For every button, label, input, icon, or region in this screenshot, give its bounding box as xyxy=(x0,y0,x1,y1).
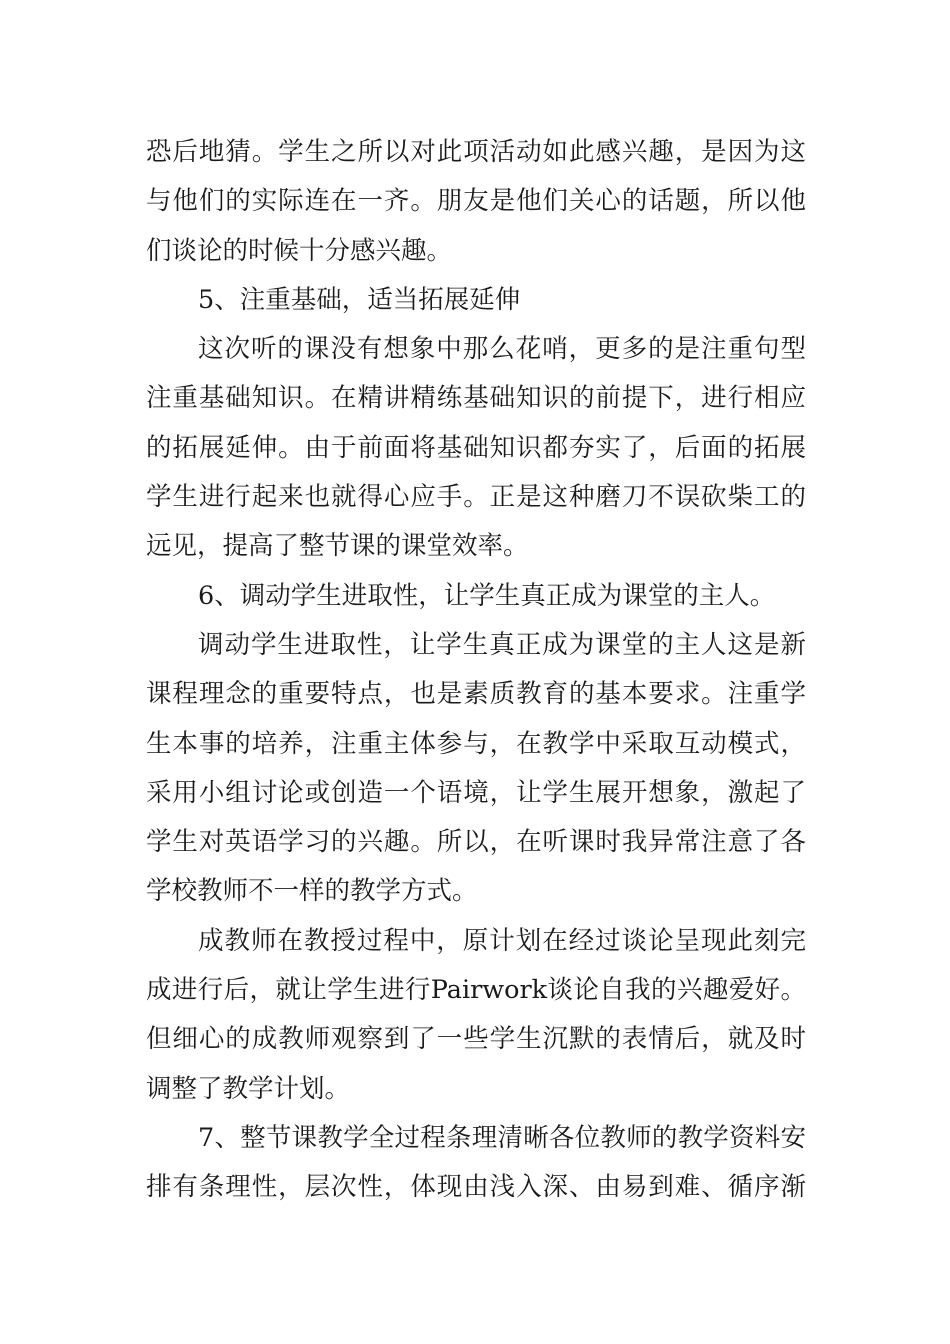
text-line: 调整了教学计划。 xyxy=(146,1073,351,1104)
text-line: 排有条理性，层次性，体现由浅入深、由易到难、循序渐 xyxy=(146,1172,806,1203)
text-line: 与他们的实际连在一齐。朋友是他们关心的话题，所以他 xyxy=(146,186,806,217)
text-line: 们谈论的时候十分感兴趣。 xyxy=(146,235,453,266)
document-page xyxy=(146,128,806,1213)
text-line: 远见，提高了整节课的课堂效率。 xyxy=(146,531,529,562)
text-line: 注重基础知识。在精讲精练基础知识的前提下，进行相应 xyxy=(146,383,806,414)
text-line: 的拓展延伸。由于前面将基础知识都夯实了，后面的拓展 xyxy=(146,432,806,463)
text-line: 学校教师不一样的教学方式。 xyxy=(146,876,478,907)
section-heading: 5、注重基础，适当拓展延伸 xyxy=(198,284,521,315)
text-line: 成进行后，就让学生进行Pairwork谈论自我的兴趣爱好。 xyxy=(146,975,806,1006)
text-line: 学生进行起来也就得心应手。正是这种磨刀不误砍柴工的 xyxy=(146,482,806,513)
text-line: 调动学生进取性，让学生真正成为课堂的主人这是新 xyxy=(198,629,806,660)
text-line: 这次听的课没有想象中那么花哨，更多的是注重句型 xyxy=(198,334,806,365)
text-line: 学生对英语学习的兴趣。所以，在听课时我异常注意了各 xyxy=(146,827,806,858)
text-line: 成教师在教授过程中，原计划在经过谈论呈现此刻完 xyxy=(198,925,806,956)
text-line: 但细心的成教师观察到了一些学生沉默的表情后，就及时 xyxy=(146,1024,806,1055)
text-line: 采用小组讨论或创造一个语境，让学生展开想象，激起了 xyxy=(146,777,806,808)
text-line: 生本事的培养，注重主体参与，在教学中采取互动模式， xyxy=(146,728,806,759)
section-heading: 7、整节课教学全过程条理清晰各位教师的教学资料安 xyxy=(198,1122,806,1153)
section-heading: 6、调动学生进取性，让学生真正成为课堂的主人。 xyxy=(198,580,776,611)
text-line: 恐后地猜。学生之所以对此项活动如此感兴趣，是因为这 xyxy=(146,137,806,167)
text-line: 课程理念的重要特点，也是素质教育的基本要求。注重学 xyxy=(146,679,806,710)
